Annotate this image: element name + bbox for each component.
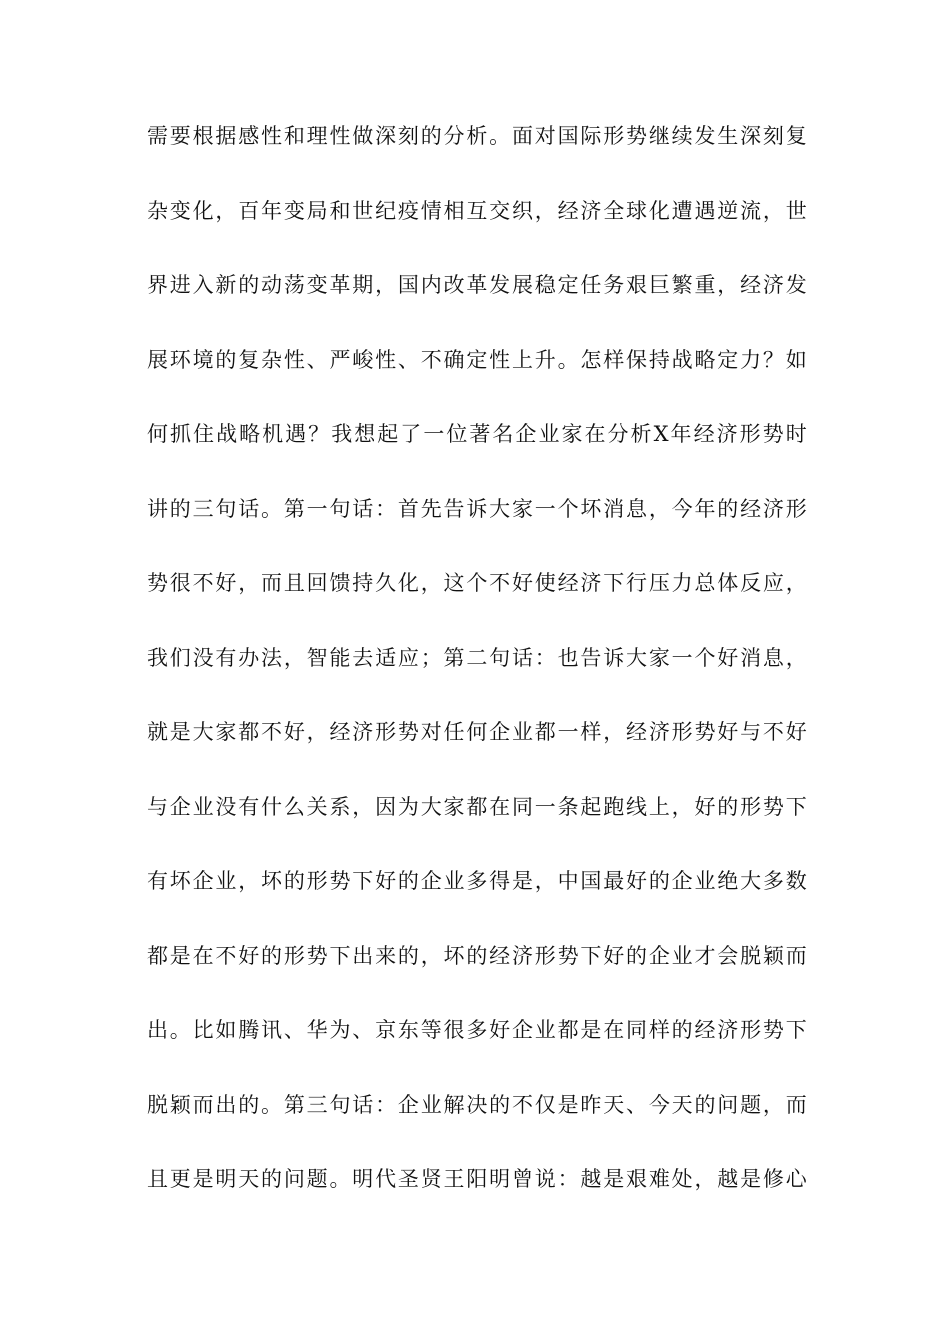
text-line-9: 就是大家都不好，经济形势对任何企业都一样，经济形势好与不好 — [147, 720, 807, 744]
text-line-10: 与企业没有什么关系，因为大家都在同一条起跑线上，好的形势下 — [147, 794, 807, 819]
text-line-1: 需要根据感性和理性做深刻的分析。面对国际形势继续发生深刻复 — [147, 124, 807, 148]
text-line-6: 讲的三句话。第一句话：首先告诉大家一个坏消息，今年的经济形 — [147, 496, 807, 521]
text-line-12: 都是在不好的形势下出来的，坏的经济形势下好的企业才会脱颖而 — [147, 943, 807, 968]
text-line-14: 脱颖而出的。第三句话：企业解决的不仅是昨天、今天的问题，而 — [147, 1092, 807, 1117]
text-line-15: 且更是明天的问题。明代圣贤王阳明曾说：越是艰难处，越是修心 — [147, 1167, 807, 1191]
text-line-3: 界进入新的动荡变革期，国内改革发展稳定任务艰巨繁重，经济发 — [147, 273, 807, 297]
text-line-8: 我们没有办法，智能去适应；第二句话：也告诉大家一个好消息， — [147, 645, 807, 670]
text-line-5: 何抓住战略机遇？我想起了一位著名企业家在分析X年经济形势时 — [147, 422, 807, 446]
text-line-11: 有坏企业，坏的形势下好的企业多得是，中国最好的企业绝大多数 — [147, 869, 807, 893]
text-line-4: 展环境的复杂性、严峻性、不确定性上升。怎样保持战略定力？如 — [147, 347, 807, 372]
text-line-2: 杂变化，百年变局和世纪疫情相互交织，经济全球化遭遇逆流，世 — [147, 198, 807, 223]
text-line-13: 出。比如腾讯、华为、京东等很多好企业都是在同样的经济形势下 — [147, 1018, 807, 1042]
text-line-7: 势很不好，而且回馈持久化，这个不好使经济下行压力总体反应， — [147, 571, 807, 595]
body-text — [147, 112, 807, 1230]
